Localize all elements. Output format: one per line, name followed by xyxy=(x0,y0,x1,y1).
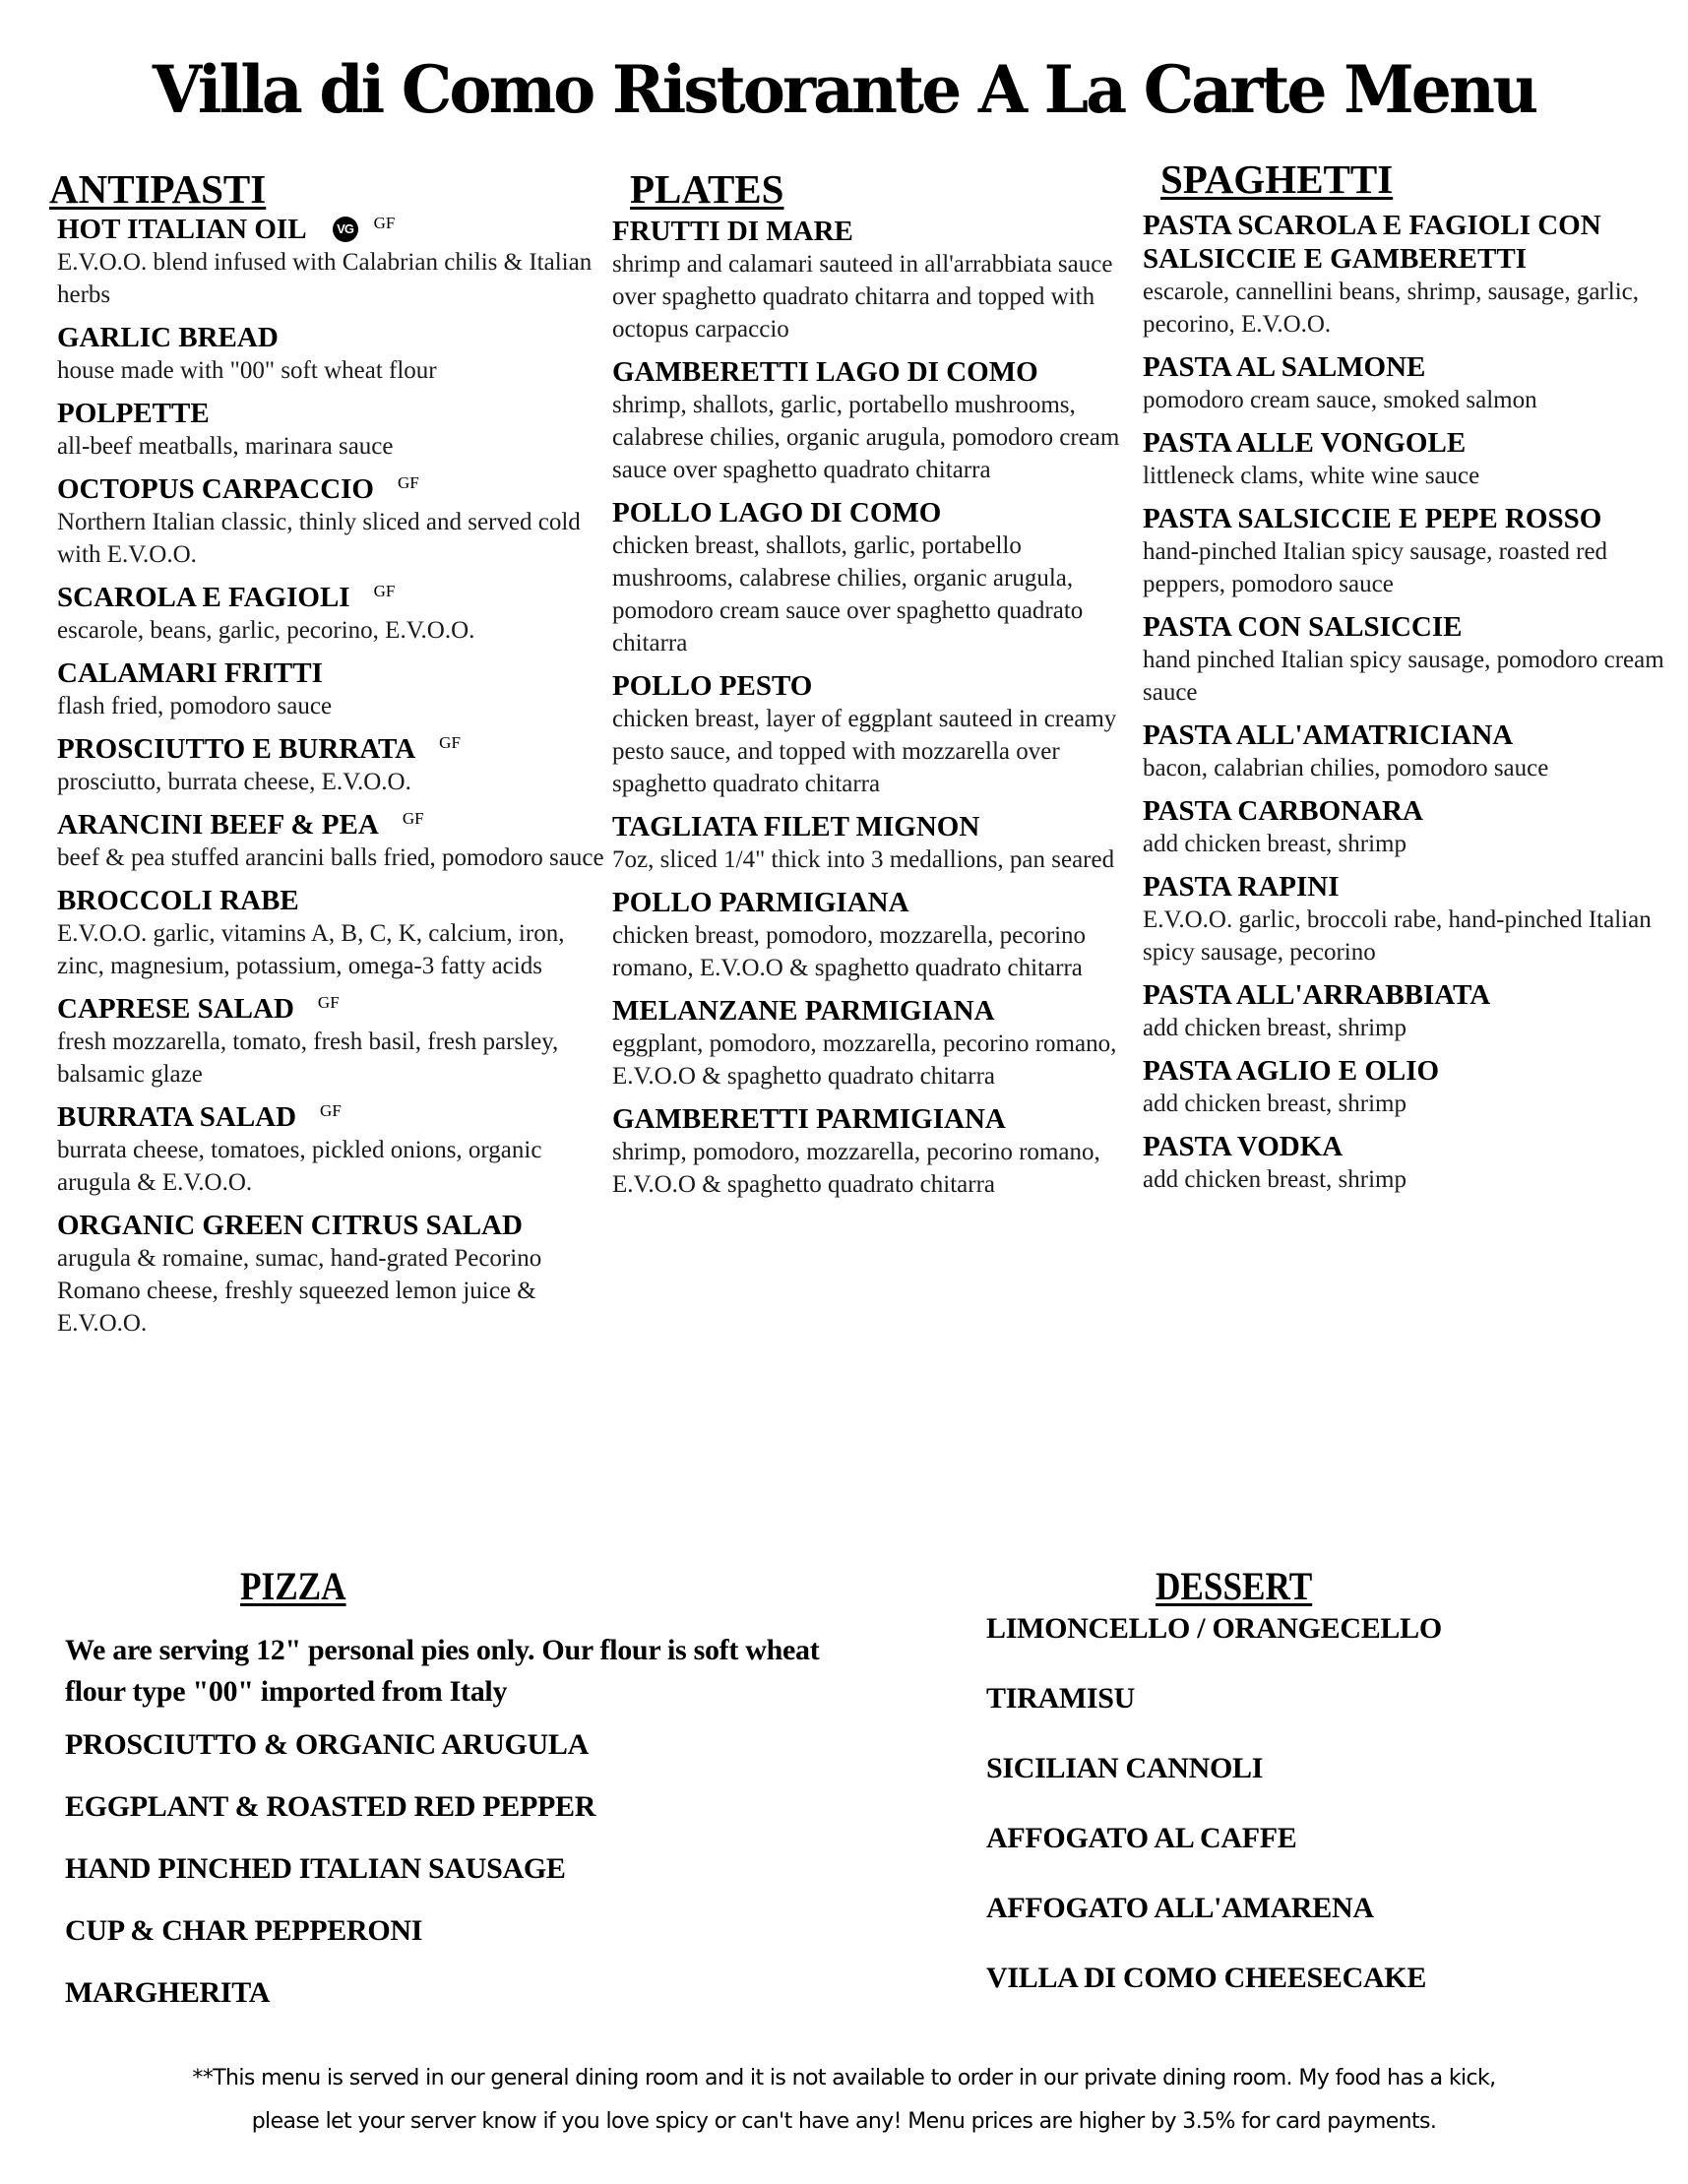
item-name-text: POLLO LAGO DI COMO xyxy=(612,497,942,529)
item-name xyxy=(57,581,608,614)
item-description: E.V.O.O. garlic, vitamins A, B, C, K, calcium, iron, zinc, magnesium, potassium, omega-3 fatty acids xyxy=(57,920,565,979)
item-name xyxy=(1143,870,1674,904)
spaghetti-column xyxy=(1143,157,1674,1206)
item-name xyxy=(1143,350,1674,384)
item-name xyxy=(1143,426,1674,460)
item-description: burrata cheese, tomatoes, pickled onions, organic arugula & E.V.O.O. xyxy=(57,1137,542,1196)
item-description: arugula & romaine, sumac, hand-grated Pecorino Romano cheese, freshly squeezed lemon juice & E.V.O.O. xyxy=(57,1245,542,1337)
pizza-item: HAND PINCHED ITALIAN SAUSAGE xyxy=(65,1852,566,1885)
gluten-free-badge: GF xyxy=(397,473,419,492)
dessert-list xyxy=(986,1612,1675,1995)
item-name-text: TAGLIATA FILET MIGNON xyxy=(612,811,980,842)
menu-item xyxy=(1143,978,1674,1044)
antipasti-list xyxy=(57,213,608,1340)
dessert-item: SICILIAN CANNOLI xyxy=(986,1752,1264,1784)
item-name-text: MELANZANE PARMIGIANA xyxy=(612,995,995,1027)
item-description: E.V.O.O. blend infused with Calabrian chilis & Italian herbs xyxy=(57,249,593,308)
antipasti-column xyxy=(49,157,608,1349)
pizza-item: CUP & CHAR PEPPERONI xyxy=(65,1914,423,1947)
item-name xyxy=(57,808,608,842)
item-name-text: PASTA AGLIO E OLIO xyxy=(1143,1055,1440,1087)
item-name-text: PASTA SCAROLA E FAGIOLI CON SALSICCIE E GAMBERETTI xyxy=(1143,210,1601,275)
spaghetti-list xyxy=(1143,209,1674,1196)
menu-item xyxy=(1143,718,1674,784)
menu-item xyxy=(57,1100,608,1199)
spaghetti-heading: SPAGHETTI xyxy=(1160,156,1394,202)
footer-line-2: please let your server know if you love spicy or can't have any! Menu prices are higher by 3.5% for card payments. xyxy=(251,2109,1437,2134)
menu-item xyxy=(57,732,608,798)
item-name xyxy=(612,994,1144,1028)
item-name-text: POLLO PARMIGIANA xyxy=(612,887,909,918)
item-description: escarole, cannellini beans, shrimp, sausage, garlic, pecorino, E.V.O.O. xyxy=(1143,279,1639,338)
item-name-text: GAMBERETTI PARMIGIANA xyxy=(612,1103,1006,1135)
item-name-text: GAMBERETTI LAGO DI COMO xyxy=(612,356,1038,388)
item-name-text: CALAMARI FRITTI xyxy=(57,657,323,689)
item-name-text: FRUTTI DI MARE xyxy=(612,216,853,247)
item-description: bacon, calabrian chilies, pomodoro sauce xyxy=(1143,755,1549,781)
menu-item xyxy=(57,808,608,874)
item-name-text: PASTA RAPINI xyxy=(1143,871,1340,903)
gluten-free-badge: GF xyxy=(439,733,461,752)
menu-item xyxy=(1143,209,1674,341)
item-name xyxy=(57,656,608,690)
item-name xyxy=(1143,1130,1674,1163)
item-description: add chicken breast, shrimp xyxy=(1143,1166,1407,1193)
pizza-item: EGGPLANT & ROASTED RED PEPPER xyxy=(65,1790,596,1823)
item-description: pomodoro cream sauce, smoked salmon xyxy=(1143,387,1537,413)
item-description: add chicken breast, shrimp xyxy=(1143,1091,1407,1117)
gluten-free-badge: GF xyxy=(317,993,340,1012)
dessert-item: TIRAMISU xyxy=(986,1682,1135,1715)
item-name-text: BROCCOLI RABE xyxy=(57,885,299,916)
item-name xyxy=(612,810,1144,843)
item-name-text: PASTA SALSICCIE E PEPE ROSSO xyxy=(1143,503,1602,534)
item-name xyxy=(1143,209,1674,276)
menu-item xyxy=(57,581,608,647)
item-name-text: POLLO PESTO xyxy=(612,670,813,702)
menu-item xyxy=(57,884,608,982)
dessert-item: AFFOGATO ALL'AMARENA xyxy=(986,1892,1374,1924)
item-name-text: ORGANIC GREEN CITRUS SALAD xyxy=(57,1210,523,1241)
item-name-text: OCTOPUS CARPACCIO xyxy=(57,473,374,505)
menu-item xyxy=(1143,1054,1674,1120)
gluten-free-badge: GF xyxy=(373,582,396,600)
vegan-badge-icon: VG xyxy=(333,217,358,242)
menu-item xyxy=(1143,870,1674,968)
item-name xyxy=(57,1209,608,1242)
menu-item xyxy=(1143,426,1674,492)
item-description: prosciutto, burrata cheese, E.V.O.O. xyxy=(57,769,411,795)
item-name-text: HOT ITALIAN OIL xyxy=(57,214,307,245)
menu-item xyxy=(612,215,1144,345)
menu-item xyxy=(612,886,1144,984)
item-name-text: PASTA ALLE VONGOLE xyxy=(1143,427,1467,459)
plates-column xyxy=(612,157,1144,1211)
menu-item xyxy=(612,994,1144,1092)
menu-item xyxy=(1143,610,1674,709)
item-name xyxy=(612,496,1144,530)
item-description: littleneck clams, white wine sauce xyxy=(1143,463,1480,489)
item-description: hand-pinched Italian spicy sausage, roasted red peppers, pomodoro sauce xyxy=(1143,538,1608,597)
pizza-item: MARGHERITA xyxy=(65,1976,271,2009)
item-name-text: PASTA VODKA xyxy=(1143,1131,1344,1162)
item-name xyxy=(612,355,1144,389)
item-description: 7oz, sliced 1/4" thick into 3 medallions, pan seared xyxy=(612,846,1115,873)
dessert-item: LIMONCELLO / ORANGECELLO xyxy=(986,1612,1442,1645)
dessert-item: VILLA DI COMO CHEESECAKE xyxy=(986,1962,1427,1994)
dessert-item: AFFOGATO AL CAFFE xyxy=(986,1822,1297,1854)
menu-item xyxy=(57,321,608,387)
dessert-heading: DESSERT xyxy=(1156,1564,1313,1608)
item-name xyxy=(57,884,608,917)
item-name-text: PROSCIUTTO E BURRATA xyxy=(57,733,416,765)
item-description: eggplant, pomodoro, mozzarella, pecorino romano, E.V.O.O & spaghetto quadrato chitarra xyxy=(612,1030,1117,1090)
pizza-heading: PIZZA xyxy=(240,1564,346,1608)
menu-item xyxy=(57,656,608,722)
menu-item xyxy=(57,992,608,1091)
plates-heading: PLATES xyxy=(630,166,784,212)
item-name xyxy=(57,1100,608,1134)
item-description: fresh mozzarella, tomato, fresh basil, fresh parsley, balsamic glaze xyxy=(57,1029,559,1088)
item-name xyxy=(612,886,1144,919)
menu-item xyxy=(57,1209,608,1340)
item-description: escarole, beans, garlic, pecorino, E.V.O.O. xyxy=(57,617,475,644)
pizza-item: PROSCIUTTO & ORGANIC ARUGULA xyxy=(65,1728,589,1761)
gluten-free-badge: GF xyxy=(320,1101,342,1120)
item-description: shrimp and calamari sauteed in all'arrabbiata sauce over spaghetto quadrato chitarra and topped with octopus carpaccio xyxy=(612,251,1113,343)
item-name xyxy=(57,472,608,506)
plates-list xyxy=(612,215,1144,1201)
item-name-text: SCAROLA E FAGIOLI xyxy=(57,582,350,613)
menu-item xyxy=(1143,1130,1674,1196)
item-description: chicken breast, shallots, garlic, portabello mushrooms, calabrese chilies, organic arugula, pomodoro cream sauce over spaghetto quadrato chitarra xyxy=(612,532,1084,656)
item-name-text: PASTA ALL'AMATRICIANA xyxy=(1143,719,1514,751)
item-name xyxy=(57,321,608,354)
item-description: shrimp, shallots, garlic, portabello mushrooms, calabrese chilies, organic arugula, pomodoro cream sauce over spaghetto quadrato chitarra xyxy=(612,392,1120,483)
item-name xyxy=(1143,502,1674,535)
pizza-intro: We are serving 12" personal pies only. Our flour is soft wheat flour type "00" imported from Italy xyxy=(65,1634,820,1708)
item-name xyxy=(612,669,1144,703)
item-description: add chicken breast, shrimp xyxy=(1143,1015,1407,1041)
item-name xyxy=(57,397,608,430)
item-name-text: ARANCINI BEEF & PEA xyxy=(57,809,379,841)
menu-item xyxy=(612,1102,1144,1201)
item-description: add chicken breast, shrimp xyxy=(1143,831,1407,857)
item-name xyxy=(1143,1054,1674,1088)
item-name-text: BURRATA SALAD xyxy=(57,1101,297,1133)
menu-title: Villa di Como Ristorante A La Carte Menu xyxy=(152,51,1536,128)
menu-item xyxy=(612,355,1144,486)
item-description: beef & pea stuffed arancini balls fried, pomodoro sauce xyxy=(57,844,604,871)
item-name xyxy=(57,732,608,766)
item-name xyxy=(57,992,608,1026)
item-name xyxy=(1143,718,1674,752)
item-description: shrimp, pomodoro, mozzarella, pecorino romano, E.V.O.O & spaghetto quadrato chitarra xyxy=(612,1139,1100,1198)
menu-item xyxy=(612,496,1144,659)
menu-item xyxy=(612,669,1144,800)
item-name-text: PASTA CON SALSICCIE xyxy=(1143,611,1463,643)
item-description: chicken breast, layer of eggplant sauteed in creamy pesto sauce, and topped with mozzarella over spaghetto quadrato chitarra xyxy=(612,706,1117,797)
item-name xyxy=(1143,610,1674,644)
item-name-text: POLPETTE xyxy=(57,398,210,429)
footer-note xyxy=(0,2057,1688,2144)
item-name-text: PASTA ALL'ARRABBIATA xyxy=(1143,979,1491,1011)
item-name xyxy=(612,215,1144,248)
dessert-section xyxy=(986,1565,1675,2031)
pizza-section xyxy=(65,1565,852,2038)
item-name-text: GARLIC BREAD xyxy=(57,322,279,353)
item-name xyxy=(57,213,608,246)
item-name xyxy=(612,1102,1144,1136)
menu-item xyxy=(1143,350,1674,416)
menu-item xyxy=(1143,502,1674,600)
gluten-free-badge: GF xyxy=(373,214,396,232)
item-description: chicken breast, pomodoro, mozzarella, pecorino romano, E.V.O.O & spaghetto quadrato chitarra xyxy=(612,922,1087,981)
item-description: flash fried, pomodoro sauce xyxy=(57,693,333,719)
item-description: Northern Italian classic, thinly sliced and served cold with E.V.O.O. xyxy=(57,509,581,568)
menu-item xyxy=(1143,794,1674,860)
pizza-list xyxy=(65,1728,852,2010)
item-name xyxy=(1143,978,1674,1012)
item-name-text: CAPRESE SALAD xyxy=(57,993,294,1025)
menu-item xyxy=(612,810,1144,876)
item-description: E.V.O.O. garlic, broccoli rabe, hand-pinched Italian spicy sausage, pecorino xyxy=(1143,906,1652,966)
item-description: hand pinched Italian spicy sausage, pomodoro cream sauce xyxy=(1143,647,1664,706)
item-description: house made with "00" soft wheat flour xyxy=(57,357,437,384)
menu-item xyxy=(57,472,608,571)
menu-item xyxy=(57,397,608,463)
item-name xyxy=(1143,794,1674,828)
antipasti-heading: ANTIPASTI xyxy=(49,166,267,212)
menu-item xyxy=(57,213,608,311)
item-name-text: PASTA CARBONARA xyxy=(1143,795,1423,827)
item-description: all-beef meatballs, marinara sauce xyxy=(57,433,394,460)
footer-line-1: **This menu is served in our general dining room and it is not available to order in our private dining room. My food has a kick, xyxy=(192,2066,1496,2090)
item-name-text: PASTA AL SALMONE xyxy=(1143,351,1426,383)
gluten-free-badge: GF xyxy=(402,809,424,828)
